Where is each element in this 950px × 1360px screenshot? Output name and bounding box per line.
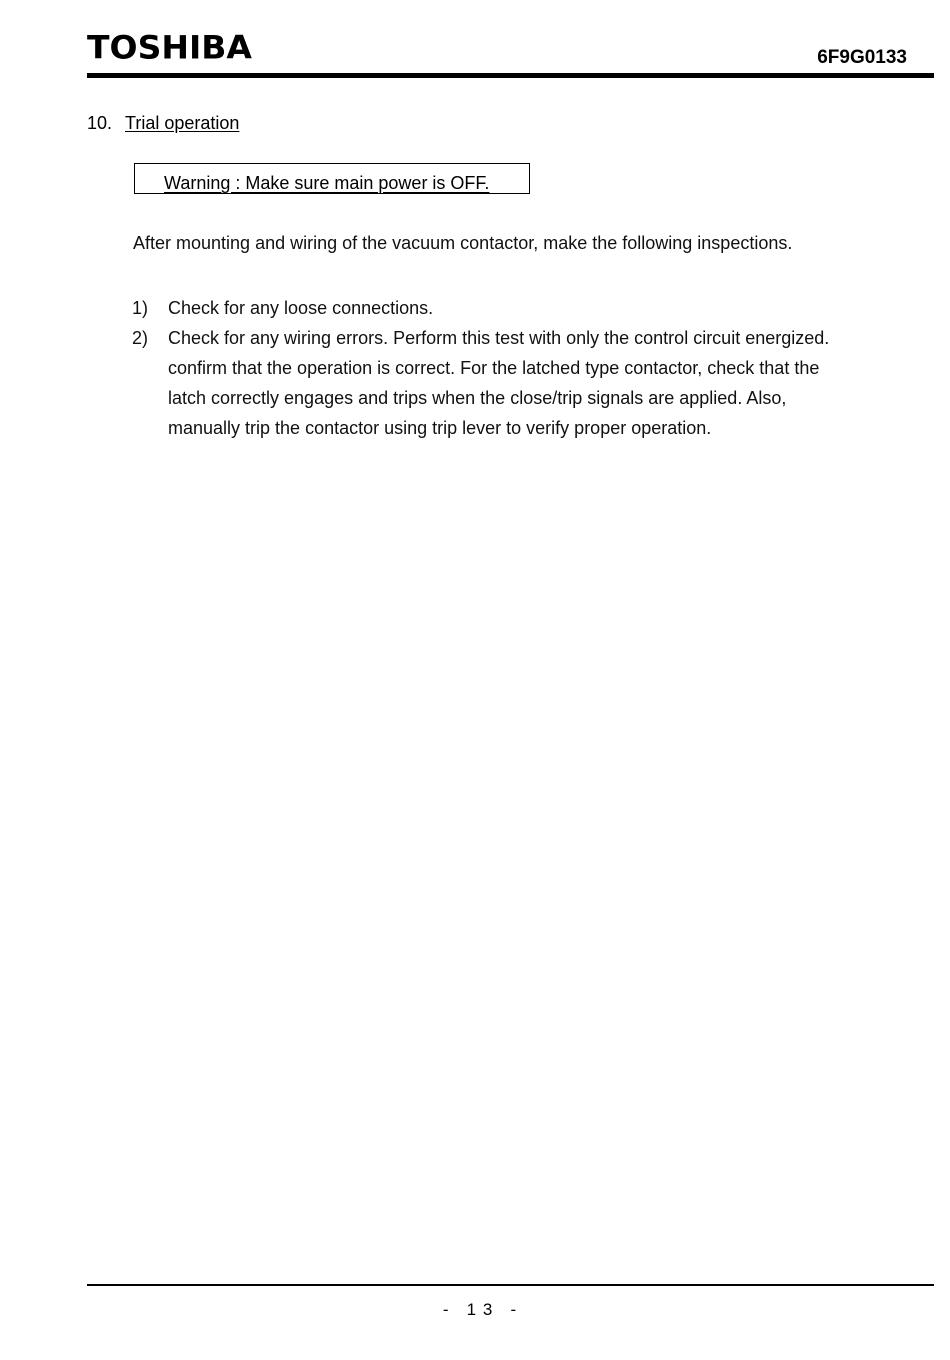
list-item-text: Check for any wiring errors. Perform this test with only the control circuit energized.: [168, 328, 830, 348]
section-title: Trial operation: [125, 113, 240, 133]
list-item-text: latch correctly engages and trips when the close/trip signals are applied. Also,: [168, 388, 787, 408]
intro-paragraph: After mounting and wiring of the vacuum contactor, make the following inspections.: [133, 233, 793, 253]
page-number: - 1 3 -: [442, 1300, 518, 1319]
company-logo: TOSHIBA: [87, 28, 252, 67]
list-item-text: Check for any loose connections.: [168, 298, 434, 318]
header-divider: [87, 73, 934, 78]
warning-text: Warning : Make sure main power is OFF.: [164, 173, 490, 193]
footer-divider: [87, 1284, 934, 1286]
warning-box: [134, 163, 530, 194]
list-item: [132, 323, 872, 443]
list-item-text: confirm that the operation is correct. For the latched type contactor, check that the: [168, 358, 820, 378]
list-item-text: manually trip the contactor using trip lever to verify proper operation.: [168, 418, 712, 438]
inspection-list: [132, 293, 872, 443]
section-heading: [87, 113, 239, 134]
list-marker: 2): [132, 328, 149, 348]
list-item: [132, 293, 872, 323]
section-number: 10.: [87, 113, 113, 133]
document-number: 6F9G0133: [817, 47, 907, 68]
list-marker: 1): [132, 298, 149, 318]
